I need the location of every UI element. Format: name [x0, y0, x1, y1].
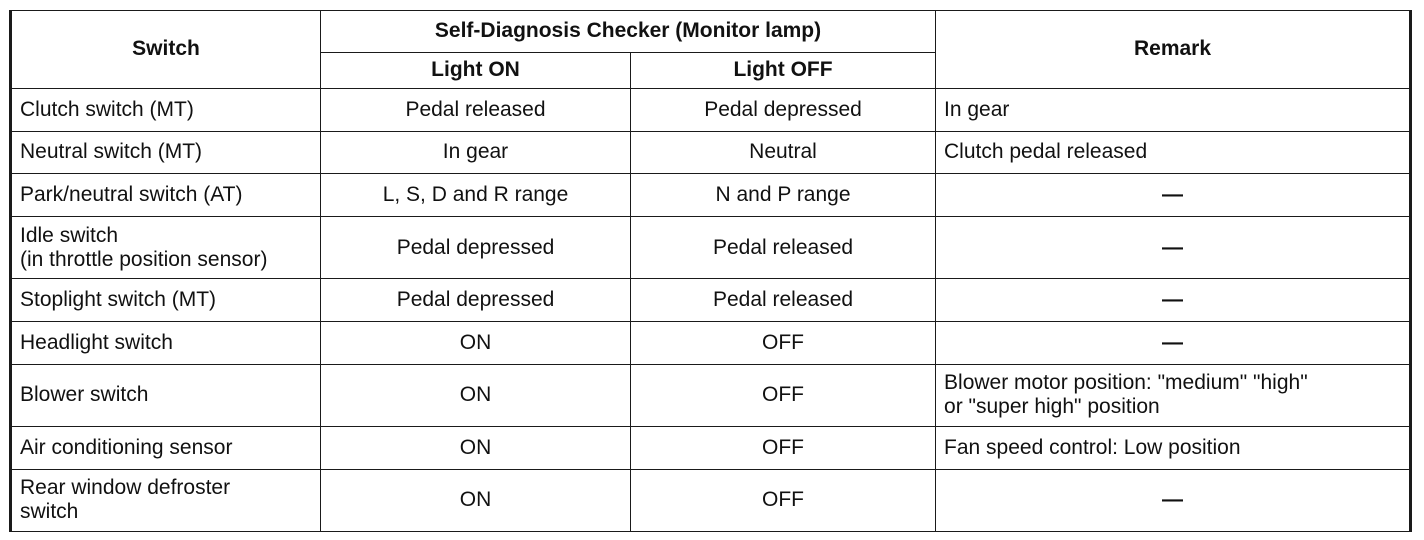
remark-line: or "super high" position — [944, 395, 1160, 419]
cell-light-off: Pedal depressed — [631, 89, 936, 132]
cell-light-on: ON — [321, 426, 631, 469]
switch-name-line: Neutral switch (MT) — [20, 140, 203, 164]
cell-remark — [936, 131, 1411, 174]
cell-light-off: Neutral — [631, 131, 936, 174]
cell-light-on: ON — [321, 469, 631, 531]
cell-switch — [11, 174, 321, 217]
cell-remark — [936, 469, 1411, 531]
cell-switch — [11, 469, 321, 531]
switch-name-line: Rear window defroster — [20, 476, 231, 500]
switch-name-line: Air conditioning sensor — [20, 435, 233, 459]
cell-light-on: ON — [321, 321, 631, 364]
cell-light-on: Pedal released — [321, 89, 631, 132]
table-header — [11, 11, 1411, 89]
table-row — [11, 217, 1411, 279]
remark-line: Blower motor position: "medium" "high" — [944, 371, 1308, 395]
remark-line: Clutch pedal released — [944, 140, 1148, 164]
switch-diagnosis-table — [9, 10, 1412, 532]
header-switch: Switch — [11, 11, 321, 89]
switch-name-line: Idle switch — [20, 223, 119, 247]
cell-remark — [936, 279, 1411, 322]
table-row — [11, 469, 1411, 531]
table-row — [11, 279, 1411, 322]
table-body — [11, 89, 1411, 532]
cell-switch — [11, 217, 321, 279]
header-light-on: Light ON — [321, 53, 631, 89]
remark-line: Fan speed control: Low position — [944, 435, 1241, 459]
header-light-off: Light OFF — [631, 53, 936, 89]
cell-switch — [11, 279, 321, 322]
cell-remark — [936, 364, 1411, 426]
cell-light-on: L, S, D and R range — [321, 174, 631, 217]
cell-light-off: N and P range — [631, 174, 936, 217]
switch-name-line: Headlight switch — [20, 330, 173, 354]
switch-name-line: Clutch switch (MT) — [20, 97, 194, 121]
remark-line: — — [1162, 183, 1184, 207]
cell-switch — [11, 426, 321, 469]
remark-line: — — [1162, 288, 1184, 312]
switch-name-line: Stoplight switch (MT) — [20, 288, 217, 312]
table-row — [11, 364, 1411, 426]
table-row — [11, 131, 1411, 174]
remark-line: — — [1162, 488, 1184, 512]
cell-switch — [11, 364, 321, 426]
table-row — [11, 426, 1411, 469]
header-self-diagnosis-checker: Self-Diagnosis Checker (Monitor lamp) — [321, 11, 936, 53]
cell-switch — [11, 131, 321, 174]
cell-switch — [11, 89, 321, 132]
cell-light-off: OFF — [631, 321, 936, 364]
cell-remark — [936, 321, 1411, 364]
cell-light-off: OFF — [631, 364, 936, 426]
table-row — [11, 89, 1411, 132]
cell-light-on: ON — [321, 364, 631, 426]
remark-line: — — [1162, 330, 1184, 354]
cell-remark — [936, 89, 1411, 132]
cell-light-on: Pedal depressed — [321, 217, 631, 279]
cell-remark — [936, 217, 1411, 279]
remark-line: In gear — [944, 97, 1010, 121]
cell-light-off: Pedal released — [631, 217, 936, 279]
cell-remark — [936, 426, 1411, 469]
remark-line: — — [1162, 235, 1184, 259]
table-row — [11, 174, 1411, 217]
cell-switch — [11, 321, 321, 364]
cell-light-off: OFF — [631, 469, 936, 531]
cell-light-on: In gear — [321, 131, 631, 174]
cell-remark — [936, 174, 1411, 217]
cell-light-on: Pedal depressed — [321, 279, 631, 322]
header-row-1 — [11, 11, 1411, 53]
cell-light-off: OFF — [631, 426, 936, 469]
switch-name-line: Park/neutral switch (AT) — [20, 183, 243, 207]
switch-name-line: Blower switch — [20, 383, 149, 407]
switch-name-line: switch — [20, 500, 79, 524]
table-row — [11, 321, 1411, 364]
cell-light-off: Pedal released — [631, 279, 936, 322]
switch-name-line: (in throttle position sensor) — [20, 247, 268, 271]
header-remark: Remark — [936, 11, 1411, 89]
